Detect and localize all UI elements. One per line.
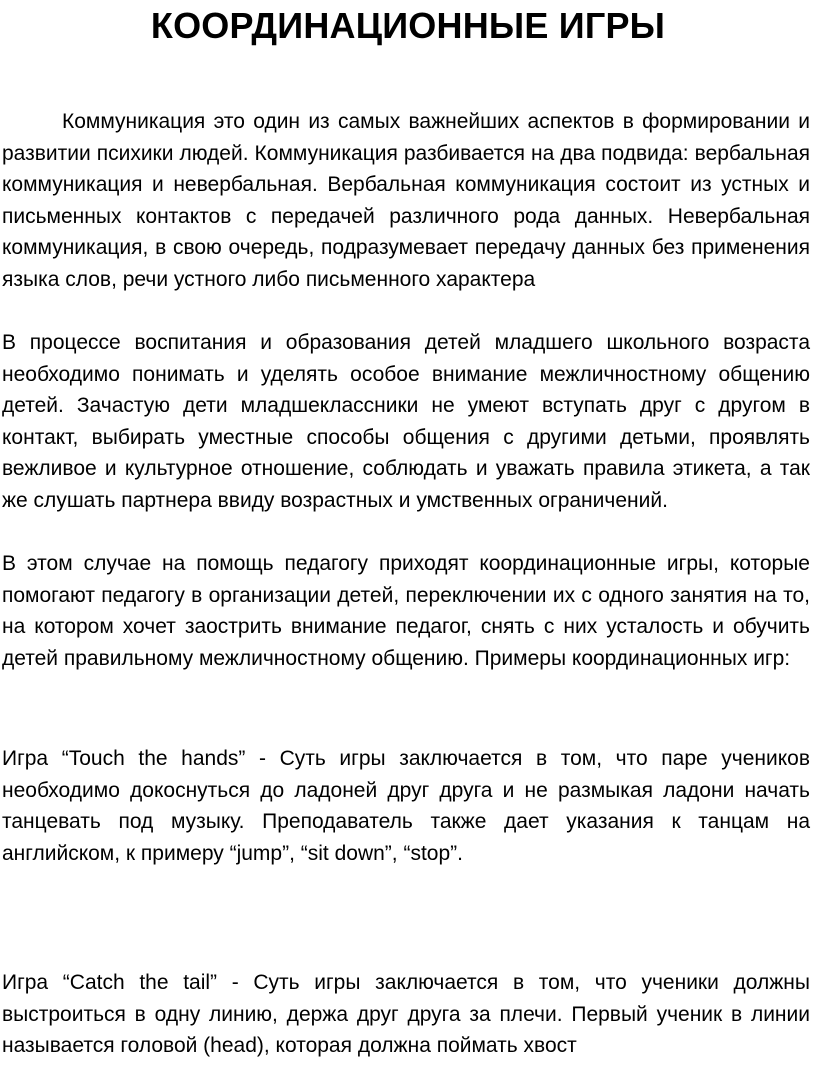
- document-title: КООРДИНАЦИОННЫЕ ИГРЫ: [150, 5, 666, 46]
- paragraph-coordination-games: В этом случае на помощь педагогу приходят координационные игры, которые помогают педагогу в организации детей, переключении их с одного занятия на то, на котором хочет заострить внимание педагог, снять с них усталость и обучить детей правильному межличностному общению. Примеры координационных игр:: [2, 552, 810, 670]
- paragraph-game-touch-the-hands: Игра “Touch the hands” - Суть игры заключается в том, что паре учеников необходимо докоснуться до ладоней друг друга и не размыкая ладони начать танцевать под музыку. Преподаватель также дает указания к танцам на английском, к примеру “jump”, “sit down”, “stop”.: [2, 747, 810, 865]
- paragraph-game-catch-the-tail: Игра “Catch the tail” - Суть игры заключается в том, что ученики должны выстроиться в одну линию, держа друг друга за плечи. Первый ученик в линии называется головой (head), которая должна поймать хвост: [2, 971, 810, 1057]
- paragraph-communication: Коммуникация это один из самых важнейших аспектов в формировании и развитии психики людей. Коммуникация разбивается на два подвида: вербальная коммуникация и невербальная. Вербальная коммуникация состоит из устных и письменных контактов с передачей различного рода данных. Невербальная коммуникация, в свою очередь, подразумевает передачу данных без применения языка слов, речи устного либо письменного характера: [2, 110, 810, 291]
- paragraph-education: В процессе воспитания и образования детей младшего школьного возраста необходимо понимать и уделять особое внимание межличностному общению детей. Зачастую дети младшеклассники не умеют вступать друг с другом в контакт, выбирать уместные способы общения с другими детьми, проявлять вежливое и культурное отношение, соблюдать и уважать правила этикета, а так же слушать партнера ввиду возрастных и умственных ограничений.: [2, 331, 810, 512]
